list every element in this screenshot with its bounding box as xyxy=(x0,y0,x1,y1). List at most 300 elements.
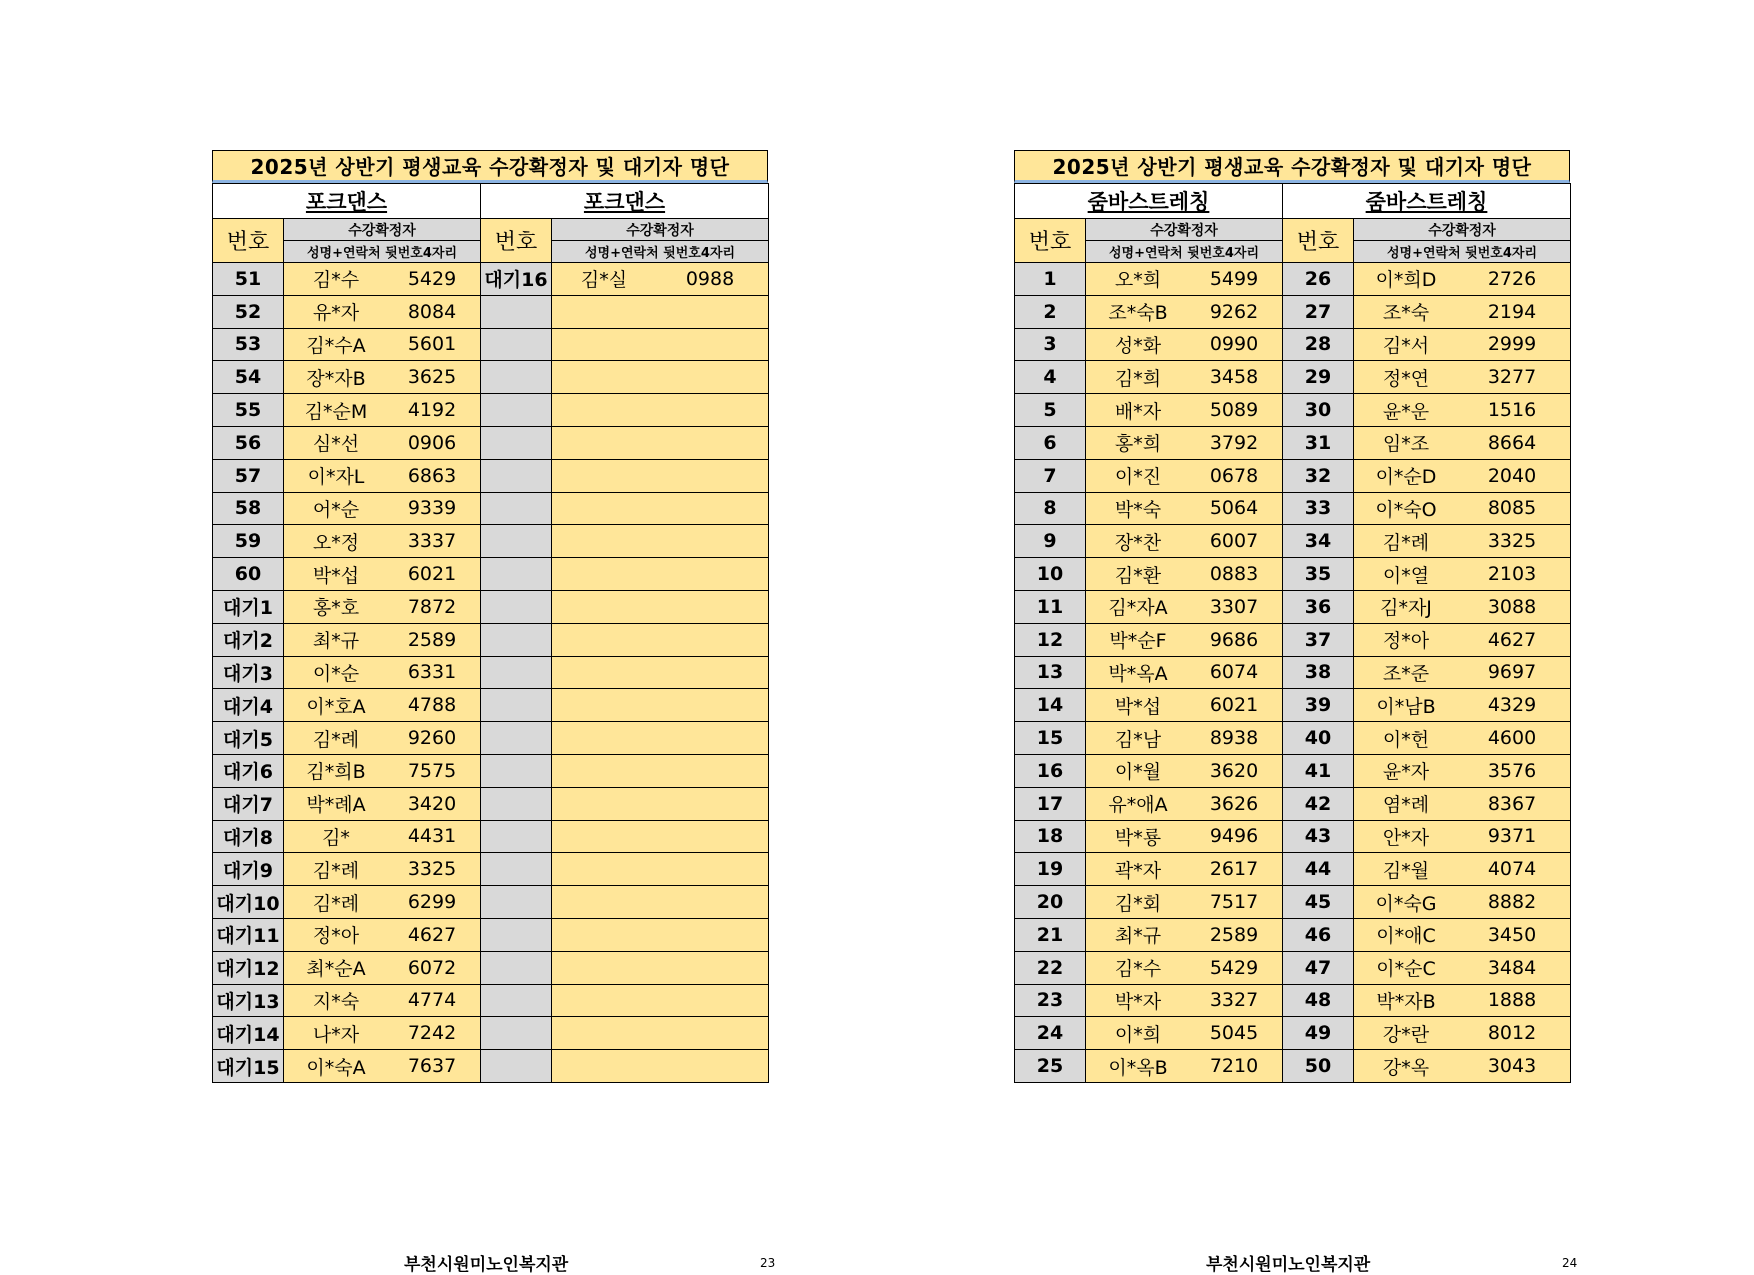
student-info xyxy=(284,951,481,984)
table-row xyxy=(1015,558,1571,591)
table-row xyxy=(213,656,769,689)
table-row xyxy=(213,525,769,558)
row-number: 48 xyxy=(1283,984,1354,1017)
row-number xyxy=(481,951,552,984)
student-name: 이*숙O xyxy=(1375,498,1437,521)
student-info xyxy=(1086,689,1283,722)
row-number: 60 xyxy=(213,558,284,591)
phone-last4: 9697 xyxy=(1487,661,1537,684)
page-number: 23 xyxy=(760,1256,776,1270)
student-name: 김*례 xyxy=(1382,531,1430,554)
student-name: 이*숙G xyxy=(1375,892,1437,915)
student-name: 안*자 xyxy=(1382,826,1430,849)
table-row xyxy=(1015,689,1571,722)
student-name: 박*섭 xyxy=(312,564,360,587)
phone-last4: 8084 xyxy=(407,300,457,323)
row-number: 4 xyxy=(1015,361,1086,394)
student-info xyxy=(552,1050,769,1083)
student-info xyxy=(284,492,481,525)
student-info xyxy=(284,328,481,361)
row-number: 대기3 xyxy=(213,656,284,689)
row-number: 30 xyxy=(1283,394,1354,427)
student-info xyxy=(284,525,481,558)
student-name: 성*화 xyxy=(1114,334,1162,357)
row-number: 20 xyxy=(1015,886,1086,919)
phone-last4: 6021 xyxy=(407,563,457,586)
row-number: 17 xyxy=(1015,787,1086,820)
row-number: 46 xyxy=(1283,918,1354,951)
row-number xyxy=(481,787,552,820)
table-row xyxy=(1015,328,1571,361)
row-number: 대기13 xyxy=(213,984,284,1017)
student-name: 정*아 xyxy=(312,925,360,948)
student-name: 이*헌 xyxy=(1382,728,1430,751)
phone-last4: 6074 xyxy=(1209,661,1259,684)
student-info xyxy=(284,722,481,755)
page-number: 24 xyxy=(1562,1256,1578,1270)
student-info xyxy=(1354,951,1571,984)
student-info xyxy=(1354,689,1571,722)
student-name: 김*순M xyxy=(304,400,368,423)
student-name: 윤*자 xyxy=(1382,761,1430,784)
row-number: 38 xyxy=(1283,656,1354,689)
phone-last4: 3576 xyxy=(1487,759,1537,782)
student-info xyxy=(1086,459,1283,492)
row-number: 32 xyxy=(1283,459,1354,492)
row-number xyxy=(481,918,552,951)
row-number xyxy=(481,558,552,591)
phone-last4: 4788 xyxy=(407,694,457,717)
row-number: 50 xyxy=(1283,1050,1354,1083)
student-info xyxy=(552,689,769,722)
phone-last4: 4627 xyxy=(1487,628,1537,651)
row-number: 대기8 xyxy=(213,820,284,853)
student-info xyxy=(1354,1017,1571,1050)
student-name: 임*조 xyxy=(1382,433,1430,456)
phone-last4: 8938 xyxy=(1209,727,1259,750)
phone-last4: 2726 xyxy=(1487,267,1537,290)
table-row xyxy=(1015,787,1571,820)
row-number: 6 xyxy=(1015,426,1086,459)
phone-last4: 4192 xyxy=(407,399,457,422)
student-info xyxy=(552,984,769,1017)
student-name: 강*옥 xyxy=(1382,1056,1430,1079)
sub-header: 성명+연락처 뒷번호4자리 xyxy=(284,241,481,263)
phone-last4: 3420 xyxy=(407,792,457,815)
phone-last4: 9686 xyxy=(1209,628,1259,651)
phone-last4: 7517 xyxy=(1209,891,1259,914)
student-info xyxy=(1354,590,1571,623)
student-name: 나*자 xyxy=(312,1023,360,1046)
phone-last4: 8012 xyxy=(1487,1022,1537,1045)
row-number: 18 xyxy=(1015,820,1086,853)
num-header: 번호 xyxy=(481,219,552,263)
row-number: 대기15 xyxy=(213,1050,284,1083)
phone-last4: 6021 xyxy=(1209,694,1259,717)
table-row xyxy=(1015,263,1571,296)
phone-last4: 6299 xyxy=(407,891,457,914)
student-info xyxy=(552,590,769,623)
student-info xyxy=(1086,263,1283,296)
phone-last4: 6331 xyxy=(407,661,457,684)
student-info xyxy=(284,558,481,591)
phone-last4: 3307 xyxy=(1209,595,1259,618)
table-row xyxy=(213,951,769,984)
student-name: 이*순 xyxy=(312,662,360,685)
student-info xyxy=(552,1017,769,1050)
phone-last4: 2194 xyxy=(1487,300,1537,323)
row-number: 35 xyxy=(1283,558,1354,591)
student-info xyxy=(552,656,769,689)
student-info xyxy=(1086,918,1283,951)
student-name: 이*월 xyxy=(1114,761,1162,784)
student-info xyxy=(284,394,481,427)
row-number xyxy=(481,492,552,525)
table-row xyxy=(1015,951,1571,984)
phone-last4: 5045 xyxy=(1209,1022,1259,1045)
phone-last4: 3625 xyxy=(407,366,457,389)
table-row xyxy=(213,328,769,361)
footer-org: 부천시원미노인복지관 xyxy=(1206,1255,1371,1275)
student-info xyxy=(1086,361,1283,394)
student-name: 이*숙A xyxy=(306,1056,366,1079)
student-name: 김*수A xyxy=(306,334,366,357)
student-info xyxy=(552,558,769,591)
student-name: 김*례 xyxy=(312,728,360,751)
row-number: 59 xyxy=(213,525,284,558)
row-number: 37 xyxy=(1283,623,1354,656)
row-number: 대기14 xyxy=(213,1017,284,1050)
footer-org: 부천시원미노인복지관 xyxy=(404,1255,569,1275)
row-number: 52 xyxy=(213,295,284,328)
roster-table xyxy=(1014,183,1571,1083)
table-row xyxy=(213,787,769,820)
student-name: 이*남B xyxy=(1376,695,1436,718)
row-number: 대기12 xyxy=(213,951,284,984)
row-number xyxy=(481,426,552,459)
student-info xyxy=(284,1017,481,1050)
student-name: 염*례 xyxy=(1382,794,1430,817)
student-name: 김*희B xyxy=(306,761,366,784)
phone-last4: 4329 xyxy=(1487,694,1537,717)
student-info xyxy=(1354,558,1571,591)
row-number: 27 xyxy=(1283,295,1354,328)
student-info xyxy=(552,722,769,755)
row-number: 41 xyxy=(1283,754,1354,787)
phone-last4: 3088 xyxy=(1487,595,1537,618)
student-name: 최*순A xyxy=(306,958,366,981)
phone-last4: 4431 xyxy=(407,825,457,848)
course-title-left: 포크댄스 xyxy=(213,184,481,219)
student-name: 정*아 xyxy=(1382,630,1430,653)
row-number: 42 xyxy=(1283,787,1354,820)
student-info xyxy=(284,590,481,623)
phone-last4: 2999 xyxy=(1487,333,1537,356)
student-info xyxy=(284,295,481,328)
student-info xyxy=(1354,722,1571,755)
student-name: 김*례 xyxy=(312,859,360,882)
row-number xyxy=(481,623,552,656)
table-row xyxy=(213,1050,769,1083)
table-row xyxy=(213,886,769,919)
phone-last4: 2103 xyxy=(1487,563,1537,586)
group-header: 수강확정자 xyxy=(552,219,769,241)
phone-last4: 7637 xyxy=(407,1055,457,1078)
phone-last4: 2617 xyxy=(1209,858,1259,881)
row-number: 55 xyxy=(213,394,284,427)
table-row xyxy=(213,754,769,787)
phone-last4: 3277 xyxy=(1487,366,1537,389)
student-name: 윤*운 xyxy=(1382,400,1430,423)
row-number: 26 xyxy=(1283,263,1354,296)
table-row xyxy=(213,459,769,492)
table-row xyxy=(1015,820,1571,853)
row-number xyxy=(481,394,552,427)
student-info xyxy=(1086,590,1283,623)
student-info xyxy=(284,263,481,296)
phone-last4: 2589 xyxy=(1209,923,1259,946)
row-number: 15 xyxy=(1015,722,1086,755)
row-number: 31 xyxy=(1283,426,1354,459)
phone-last4: 5064 xyxy=(1209,497,1259,520)
student-info xyxy=(1086,328,1283,361)
num-header: 번호 xyxy=(1283,219,1354,263)
row-number xyxy=(481,984,552,1017)
table-row xyxy=(213,295,769,328)
student-info xyxy=(552,886,769,919)
phone-last4: 7872 xyxy=(407,595,457,618)
phone-last4: 5601 xyxy=(407,333,457,356)
student-info xyxy=(284,886,481,919)
row-number xyxy=(481,590,552,623)
student-name: 박*순F xyxy=(1109,630,1167,653)
phone-last4: 0990 xyxy=(1209,333,1259,356)
row-number: 12 xyxy=(1015,623,1086,656)
student-name: 조*숙B xyxy=(1108,302,1168,325)
student-info xyxy=(284,623,481,656)
row-number: 43 xyxy=(1283,820,1354,853)
phone-last4: 8664 xyxy=(1487,431,1537,454)
student-name: 김*자J xyxy=(1380,597,1432,620)
table-row xyxy=(213,263,769,296)
table-row xyxy=(1015,459,1571,492)
student-info xyxy=(1086,525,1283,558)
student-info xyxy=(284,787,481,820)
row-number: 56 xyxy=(213,426,284,459)
table-row xyxy=(1015,1050,1571,1083)
row-number: 45 xyxy=(1283,886,1354,919)
row-number xyxy=(481,295,552,328)
student-info xyxy=(284,459,481,492)
row-number xyxy=(481,361,552,394)
phone-last4: 9262 xyxy=(1209,300,1259,323)
student-info xyxy=(552,525,769,558)
table-row xyxy=(1015,918,1571,951)
row-number: 5 xyxy=(1015,394,1086,427)
phone-last4: 1516 xyxy=(1487,399,1537,422)
row-number: 대기16 xyxy=(481,263,552,296)
student-name: 유*애A xyxy=(1108,794,1168,817)
phone-last4: 3792 xyxy=(1209,431,1259,454)
student-info xyxy=(1354,623,1571,656)
table-row xyxy=(213,918,769,951)
student-name: 박*숙 xyxy=(1114,498,1162,521)
table-row xyxy=(213,623,769,656)
student-name: 최*규 xyxy=(1114,925,1162,948)
table-row xyxy=(1015,722,1571,755)
student-name: 김*희 xyxy=(1114,367,1162,390)
phone-last4: 3450 xyxy=(1487,923,1537,946)
student-info xyxy=(284,754,481,787)
student-name: 김*월 xyxy=(1382,859,1430,882)
phone-last4: 3043 xyxy=(1487,1055,1537,1078)
num-header: 번호 xyxy=(213,219,284,263)
row-number: 3 xyxy=(1015,328,1086,361)
student-info xyxy=(1354,492,1571,525)
student-name: 정*연 xyxy=(1382,367,1430,390)
row-number: 29 xyxy=(1283,361,1354,394)
phone-last4: 0678 xyxy=(1209,464,1259,487)
student-info xyxy=(1354,426,1571,459)
course-title-right: 포크댄스 xyxy=(481,184,769,219)
group-header: 수강확정자 xyxy=(1086,219,1283,241)
student-info xyxy=(552,295,769,328)
student-name: 이*자L xyxy=(307,466,365,489)
phone-last4: 4074 xyxy=(1487,858,1537,881)
phone-last4: 3327 xyxy=(1209,989,1259,1012)
student-info xyxy=(284,656,481,689)
student-info xyxy=(1354,328,1571,361)
student-info xyxy=(1086,492,1283,525)
phone-last4: 9339 xyxy=(407,497,457,520)
sub-header: 성명+연락처 뒷번호4자리 xyxy=(1086,241,1283,263)
student-info xyxy=(284,361,481,394)
student-name: 이*희D xyxy=(1375,269,1437,292)
row-number: 대기5 xyxy=(213,722,284,755)
student-name: 김*례 xyxy=(312,892,360,915)
student-info xyxy=(1354,918,1571,951)
student-info xyxy=(1086,623,1283,656)
phone-last4: 0988 xyxy=(685,267,735,290)
student-name: 박*옥A xyxy=(1108,662,1168,685)
student-name: 심*선 xyxy=(312,433,360,456)
row-number: 2 xyxy=(1015,295,1086,328)
table-row xyxy=(213,984,769,1017)
student-info xyxy=(1086,984,1283,1017)
student-name: 박*자 xyxy=(1114,990,1162,1013)
phone-last4: 8367 xyxy=(1487,792,1537,815)
row-number: 24 xyxy=(1015,1017,1086,1050)
phone-last4: 0883 xyxy=(1209,563,1259,586)
student-name: 김*서 xyxy=(1382,334,1430,357)
table-row xyxy=(1015,656,1571,689)
student-info xyxy=(552,492,769,525)
group-header: 수강확정자 xyxy=(1354,219,1571,241)
row-number: 54 xyxy=(213,361,284,394)
phone-last4: 6863 xyxy=(407,464,457,487)
row-number: 13 xyxy=(1015,656,1086,689)
student-name: 김*실 xyxy=(580,269,628,292)
student-info xyxy=(1086,394,1283,427)
table-row xyxy=(1015,590,1571,623)
row-number: 33 xyxy=(1283,492,1354,525)
student-name: 김*회 xyxy=(1114,892,1162,915)
sub-header: 성명+연락처 뒷번호4자리 xyxy=(1354,241,1571,263)
phone-last4: 2040 xyxy=(1487,464,1537,487)
table-row xyxy=(1015,984,1571,1017)
student-info xyxy=(552,328,769,361)
row-number: 대기11 xyxy=(213,918,284,951)
phone-last4: 2589 xyxy=(407,628,457,651)
row-number: 7 xyxy=(1015,459,1086,492)
student-info xyxy=(284,426,481,459)
row-number xyxy=(481,722,552,755)
student-info xyxy=(552,263,769,296)
student-name: 이*희 xyxy=(1114,1023,1162,1046)
table-row xyxy=(1015,886,1571,919)
page-title: 2025년 상반기 평생교육 수강확정자 및 대기자 명단 xyxy=(212,150,768,183)
student-name: 박*자B xyxy=(1376,990,1436,1013)
student-info xyxy=(1086,886,1283,919)
table-row xyxy=(213,426,769,459)
course-title-right: 줌바스트레칭 xyxy=(1283,184,1571,219)
student-info xyxy=(284,853,481,886)
student-info xyxy=(1086,787,1283,820)
student-info xyxy=(1086,1050,1283,1083)
student-info xyxy=(1354,263,1571,296)
row-number xyxy=(481,754,552,787)
row-number: 대기10 xyxy=(213,886,284,919)
row-number xyxy=(481,1017,552,1050)
student-info xyxy=(1354,394,1571,427)
row-number: 대기4 xyxy=(213,689,284,722)
row-number xyxy=(481,525,552,558)
page-24 xyxy=(1014,150,1578,1275)
table-row xyxy=(1015,394,1571,427)
student-name: 유*자 xyxy=(312,302,360,325)
student-name: 김* xyxy=(322,826,350,849)
student-name: 이*호A xyxy=(306,695,366,718)
row-number: 49 xyxy=(1283,1017,1354,1050)
student-name: 이*진 xyxy=(1114,466,1162,489)
student-info xyxy=(1354,295,1571,328)
phone-last4: 7210 xyxy=(1209,1055,1259,1078)
row-number: 25 xyxy=(1015,1050,1086,1083)
phone-last4: 5429 xyxy=(1209,956,1259,979)
student-name: 곽*자 xyxy=(1114,859,1162,882)
student-info xyxy=(552,459,769,492)
student-info xyxy=(1086,722,1283,755)
table-row xyxy=(1015,361,1571,394)
phone-last4: 6072 xyxy=(407,956,457,979)
student-name: 지*숙 xyxy=(312,990,360,1013)
row-number xyxy=(481,656,552,689)
row-number: 대기7 xyxy=(213,787,284,820)
table-row xyxy=(213,689,769,722)
student-info xyxy=(284,918,481,951)
table-row xyxy=(1015,525,1571,558)
phone-last4: 3458 xyxy=(1209,366,1259,389)
student-name: 이*옥B xyxy=(1108,1056,1168,1079)
student-info xyxy=(1086,558,1283,591)
phone-last4: 8085 xyxy=(1487,497,1537,520)
student-info xyxy=(1086,1017,1283,1050)
row-number xyxy=(481,853,552,886)
phone-last4: 1888 xyxy=(1487,989,1537,1012)
student-info xyxy=(284,820,481,853)
student-name: 강*란 xyxy=(1382,1023,1430,1046)
phone-last4: 4774 xyxy=(407,989,457,1012)
